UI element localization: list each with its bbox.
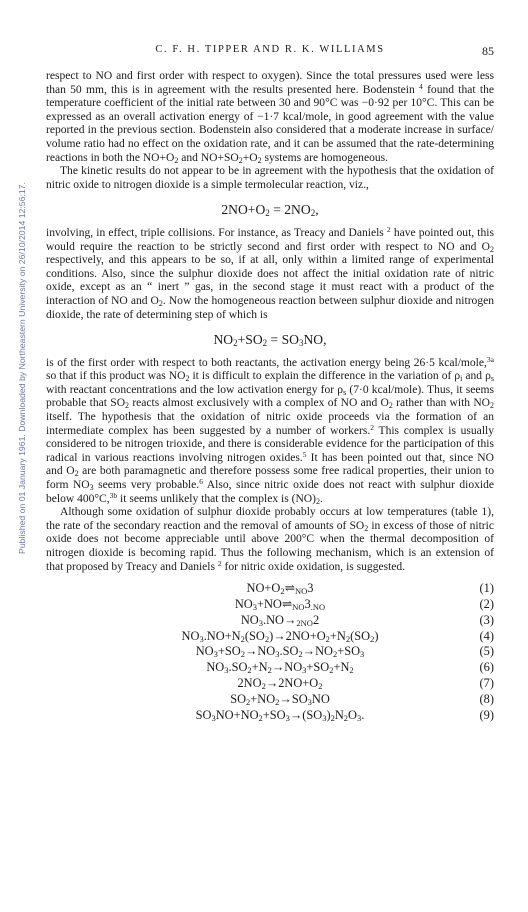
page-number: 85 <box>482 44 494 58</box>
equation-number: (3) <box>479 612 494 627</box>
reference-marker: 4 <box>419 81 423 91</box>
equation-number: (7) <box>479 675 494 690</box>
paragraph: is of the first order with respect to both reactants, the activation energy being 26·5 kcal/mole,$^{3a}$ so that if this product was $NO_2$ it is difficult to explain the difference in the variation of $\rho_i$ and $\rho_s$ with reactant concentrations and the low activation energy for $\rho_s$ (7·0 kcal/mole). Thus, it seems probable that $SO_2$ reacts almost exclusively with a complex of NO and $O_2$ rather than with $NO_2$ itself. The hypothesis that the oxidation of nitric oxide proceeds via the formation of an intermediate complex has been suggested by a number of workers.$^2$ This complex is usually considered to be nitrogen trioxide, and there is considerable evidence for the participation of this radical in various reactions involving nitrogen oxides.$^5$ It has been pointed out that, since NO and $O_2$ are both paramagnetic and therefore possess some free radical properties, their union to form $NO_3$ seems very probable.$^6$ Also, since nitric oxide does not react with sulphur dioxide below 400°C,$^{3b}$ it seems unlikely that the complex is $(NO)_2$. <box>46 354 495 506</box>
mechanism-step <box>46 614 494 630</box>
reaction-equation: $NO+O_2\rightleftharpoons_{NO}3$ <box>246 581 314 597</box>
reaction-equation: $NO_3.NO+N_2(SO_2)\to 2NO+O_2+N_2(SO_2)$ <box>181 628 379 644</box>
equation-number: (9) <box>479 707 494 722</box>
reference-marker: 3b <box>109 490 118 500</box>
equation-number: (8) <box>479 691 494 706</box>
reaction-equation: $NO_3.SO_2+N_2\to NO_3+SO_2+N_2$ <box>206 660 354 676</box>
equation-number: (2) <box>479 596 494 611</box>
paragraph: The kinetic results do not appear to be in agreement with the hypothesis that the oxidation of nitric oxide to nitrogen dioxide is a simple termolecular reaction, viz., <box>46 165 494 191</box>
reaction-equation: $2NO_2\to 2NO+O_2$ <box>237 675 323 691</box>
download-watermark <box>4 118 27 618</box>
equation-so2-no2: $NO_2+SO_2 = SO_3NO$, <box>213 332 327 349</box>
mechanism-step <box>46 677 494 693</box>
reaction-equation: $NO_3+SO_2\to NO_3.SO_2\to NO_2+SO_3$ <box>195 644 365 660</box>
paragraph: Although some oxidation of sulphur dioxide probably occurs at low temperatures (table 1), the rate of the secondary reaction and the removal of amounts of $SO_2$ in excess of those of nitric oxide does not become appreciable until above 200°C when the thermal decomposition of nitrogen dioxide is becoming rapid. Thus the following mechanism, which is an extension of that proposed by Treacy and Daniels $^2$ for nitric oxide oxidation, is suggested. <box>46 506 494 573</box>
mechanism-step <box>46 645 494 661</box>
equation-number: (4) <box>479 628 494 643</box>
reference-marker: 2 <box>217 558 222 568</box>
download-notice: Published on 01 January 1961. Downloaded by Northeastern University on 26/10/2014 12:56:17. <box>17 182 27 554</box>
mechanism-step <box>46 709 494 725</box>
mechanism-step <box>46 582 494 598</box>
reference-marker: 2 <box>386 224 391 234</box>
reference-marker: 5 <box>302 449 307 459</box>
paragraph: respect to NO and first order with respect to oxygen). Since the total pressures used were less than 50 mm, this is in agreement with the results presented here. Bodenstein $^4$ found that the temperature coefficient of the initial rate between 30 and 90°C was −0·92 per 10°C. This can be expressed as an overall activation energy of −1·7 kcal/mole, in good agreement with the value reported in the previous section. Bodenstein also considered that a moderate increase in surface/ volume ratio had no effect on the oxidation rate, and it can be assumed that the rate-determining reactions in both the $NO+O_2$ and $NO+SO_2+O_2$ systems are homogeneous. <box>46 70 494 165</box>
running-title: C. F. H. TIPPER AND R. K. WILLIAMS <box>155 44 385 55</box>
paragraph: involving, in effect, triple collisions. For instance, as Treacy and Daniels $^2$ have pointed out, this would require the reaction to be strictly second and first order with respect to NO and $O_2$ respectively, and this appears to be so, if at all, only within a limited range of experimental conditions. Also, since the sulphur dioxide does not affect the initial oxidation rate of nitric oxide, except as an “ inert ” gas, in the second stage it must react with a product of the interaction of NO and $O_2$. Now the homogeneous reaction between sulphur dioxide and nitrogen dioxide, the rate of determining step of which is <box>46 224 494 321</box>
equation-number: (1) <box>479 581 494 596</box>
mechanism-step <box>46 630 494 646</box>
mechanism-step <box>46 598 494 614</box>
mechanism-step <box>46 693 494 709</box>
reference-marker: 2 <box>370 422 375 432</box>
reaction-equation: $SO_3NO+NO_2+SO_3\to(SO_3)_2N_2O_3$. <box>195 707 365 723</box>
mechanism-step <box>46 661 494 677</box>
equation-number: (6) <box>479 660 494 675</box>
reaction-equation: $NO_3.NO\to_{2NO}2$ <box>240 612 320 628</box>
equation-termolecular: $2NO+O_2 = 2NO_2$, <box>221 202 319 219</box>
article-body <box>46 70 494 724</box>
reference-marker: 6 <box>199 477 203 487</box>
equation-number: (5) <box>479 644 494 659</box>
running-header <box>46 44 494 60</box>
reaction-equation: $NO_3+NO\rightleftharpoons_{NO}3_{.NO}$ <box>234 596 326 612</box>
reaction-equation: $SO_2+NO_2\to SO_3NO$ <box>230 691 330 707</box>
reference-marker: 3a <box>486 354 494 364</box>
reaction-mechanism <box>46 582 494 724</box>
